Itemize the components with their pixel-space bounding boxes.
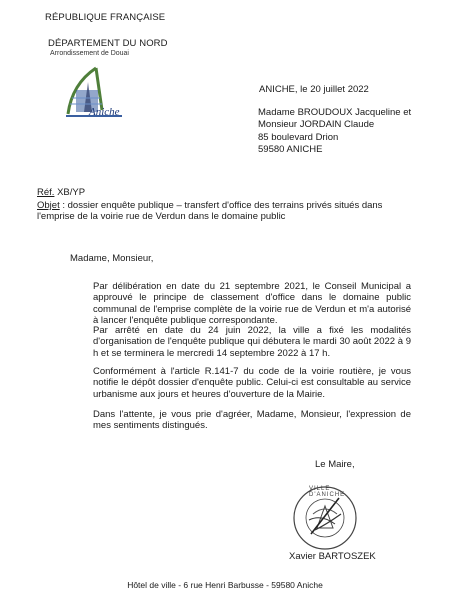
recipient-address [258,107,411,156]
republic-heading: RÉPUBLIQUE FRANÇAISE [45,12,166,23]
reference-value: XB/YP [54,187,86,198]
signature-title: Le Maire, [315,459,355,470]
recipient-line: Monsieur JORDAIN Claude [258,119,375,131]
town-stamp [291,484,359,552]
recipient-line: 59580 ANICHE [258,143,323,155]
paragraph: Par arrêté en date du 24 juin 2022, la ville a fixé les modalités d'organisation de l'enquête publique qui débutera le mardi 30 août 2022 à 9 h et se terminera le mercredi 14 septembre 2022 à 17 h. [93,325,411,359]
recipient-line: 85 boulevard Drion [258,131,339,143]
reference-label: Réf. [37,187,55,198]
object-text: : dossier enquête publique – transfert d'office des terrains privés situés dans l'emprise de la voirie rue de Verdun dans le domaine public [37,200,383,223]
place-date: ANICHE, le 20 juillet 2022 [259,84,369,95]
recipient-line: Madame BROUDOUX Jacqueline et [258,107,412,118]
paragraph: Par délibération en date du 21 septembre 2021, le Conseil Municipal a approuvé le principe de classement d'office dans le domaine public communal de l'emprise complète de la voirie rue de Verdun et m'a autorisé à lancer l'enquête publique correspondante. [93,281,411,326]
aniche-logo [62,64,128,122]
object [37,200,407,223]
paragraph: Conformément à l'article R.141-7 du code de la voirie routière, je vous notifie le dépôt dossier d'enquête public. Celui-ci est consultable au service urbanisme aux jours et heures d'ouverture de la Mairie. [93,366,411,400]
reference [37,187,85,198]
arrondissement-label: Arrondissement de Douai [50,50,129,57]
paragraph: Dans l'attente, je vous prie d'agréer, Madame, Monsieur, l'expression de mes sentiments distingués. [93,409,411,432]
stamp-text: VILLE D'ANICHE [309,486,346,498]
footer-address: Hôtel de ville - 6 rue Henri Barbusse - 59580 Aniche [127,580,323,590]
salutation: Madame, Monsieur, [70,253,154,264]
object-label: Objet [37,200,60,211]
department-heading: DÉPARTEMENT DU NORD [48,38,168,49]
signatory-name: Xavier BARTOSZEK [289,551,376,562]
logo-text: Aniche [89,106,120,118]
